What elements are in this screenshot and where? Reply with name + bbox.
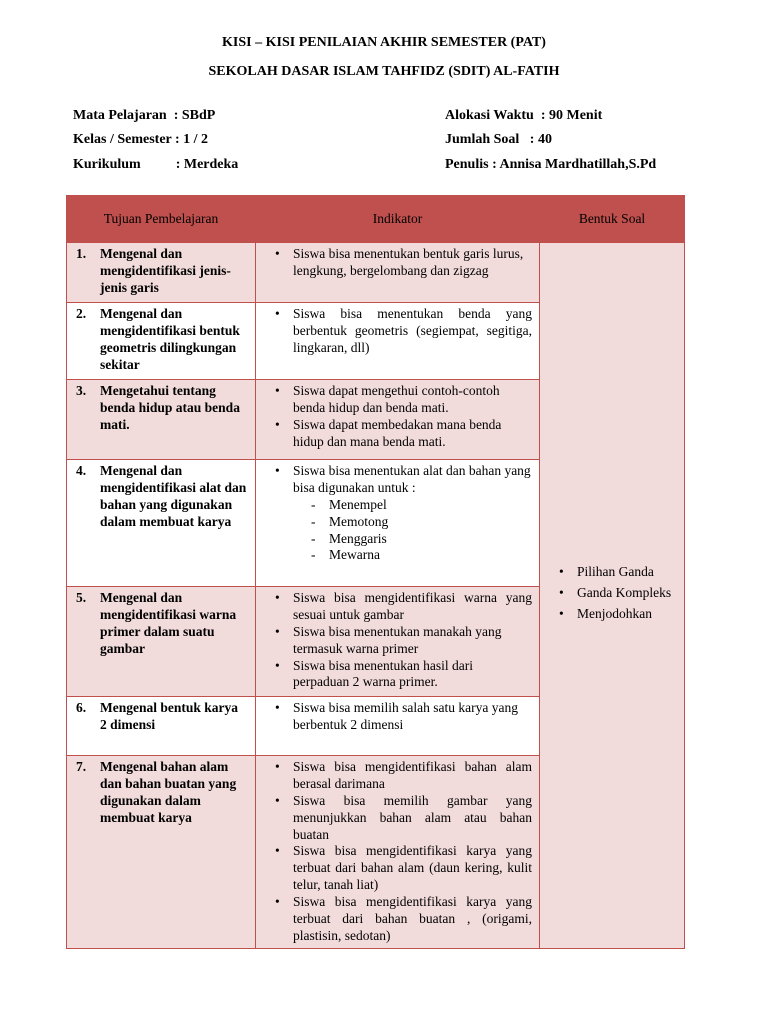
objective-cell	[67, 587, 256, 697]
indicator-cell	[256, 380, 540, 460]
table-header-row	[67, 196, 685, 243]
grid-table	[66, 195, 685, 949]
objective-cell	[67, 303, 256, 380]
indicator-item: • Siswa dapat membedakan mana benda hidup dan mana benda mati.	[275, 417, 532, 451]
header-question-form: Bentuk Soal	[540, 196, 685, 243]
question-form-item: • Pilihan Ganda	[555, 564, 677, 581]
indicator-cell	[256, 460, 540, 587]
indicator-item: • Siswa bisa mengidentifikasi warna yang sesuai untuk gambar	[275, 590, 532, 624]
tool-subitem: - Menggaris	[311, 531, 532, 548]
objective-text: Mengenal bahan alam dan bahan buatan yang digunakan dalam membuat karya	[100, 759, 237, 825]
objective-cell	[67, 756, 256, 949]
objective-number: 6.	[76, 700, 87, 715]
meta-subject: Mata Pelajaran : SBdP	[73, 108, 216, 123]
indicator-cell	[256, 243, 540, 303]
objective-number: 3.	[76, 383, 87, 398]
tool-subitem: - Memotong	[311, 514, 532, 531]
header-objective: Tujuan Pembelajaran	[67, 196, 256, 243]
meta-question-count: Jumlah Soal : 40	[445, 132, 552, 147]
indicator-cell	[256, 303, 540, 380]
question-form-item: • Menjodohkan	[555, 606, 677, 623]
objective-number: 2.	[76, 306, 87, 321]
indicator-text: Siswa bisa menentukan alat dan bahan yang bisa digunakan untuk :	[293, 463, 531, 495]
indicator-item: • Siswa bisa menentukan hasil dari perpaduan 2 warna primer.	[275, 658, 532, 692]
objective-text: Mengenal dan mengidentifikasi bentuk geometris dilingkungan sekitar	[100, 306, 240, 372]
objective-number: 7.	[76, 759, 87, 774]
question-form-item: • Ganda Kompleks	[555, 585, 677, 602]
indicator-item: • Siswa bisa mengidentifikasi bahan alam berasal darimana	[275, 759, 532, 793]
document-title: KISI – KISI PENILAIAN AKHIR SEMESTER (PAT)	[222, 35, 546, 50]
question-form-cell	[540, 243, 685, 949]
objective-cell	[67, 380, 256, 460]
indicator-item: • Siswa bisa menentukan bentuk garis lurus, lengkung, bergelombang dan zigzag	[275, 246, 532, 280]
objective-text: Mengenal dan mengidentifikasi alat dan bahan yang digunakan dalam membuat karya	[100, 463, 247, 529]
indicator-item: • Siswa bisa memilih salah satu karya yang berbentuk 2 dimensi	[275, 700, 532, 734]
meta-curriculum: Kurikulum : Merdeka	[73, 157, 239, 172]
tool-subitem: - Mewarna	[311, 547, 532, 564]
objective-text: Mengetahui tentang benda hidup atau benda mati.	[100, 383, 240, 432]
objective-number: 5.	[76, 590, 87, 605]
indicator-cell	[256, 587, 540, 697]
indicator-item: • Siswa bisa mengidentifikasi karya yang terbuat dari bahan alam (daun kering, kulit telur, tanah liat)	[275, 843, 532, 894]
objective-text: Mengenal dan mengidentifikasi jenis-jenis garis	[100, 246, 231, 295]
school-name: SEKOLAH DASAR ISLAM TAHFIDZ (SDIT) AL-FATIH	[208, 64, 560, 79]
header-indicator: Indikator	[256, 196, 540, 243]
meta-author: Penulis : Annisa Mardhatillah,S.Pd	[445, 157, 657, 172]
indicator-item: • Siswa bisa memilih gambar yang menunjukkan bahan alam atau bahan buatan	[275, 793, 532, 844]
indicator-cell	[256, 697, 540, 756]
objective-number: 1.	[76, 246, 87, 261]
meta-class-semester: Kelas / Semester : 1 / 2	[73, 132, 209, 147]
objective-cell	[67, 243, 256, 303]
indicator-item: • Siswa bisa menentukan benda yang berbentuk geometris (segiempat, segitiga, lingkaran, dll)	[275, 306, 532, 357]
meta-time-allocation: Alokasi Waktu : 90 Menit	[445, 108, 603, 123]
objective-cell	[67, 460, 256, 587]
indicator-item: • Siswa dapat mengethui contoh-contoh benda hidup dan benda mati.	[275, 383, 532, 417]
objective-cell	[67, 697, 256, 756]
indicator-item: • Siswa bisa mengidentifikasi karya yang terbuat dari bahan buatan , (origami, plastisin, sedotan)	[275, 894, 532, 945]
indicator-cell	[256, 756, 540, 949]
indicator-item: • Siswa bisa menentukan manakah yang termasuk warna primer	[275, 624, 532, 658]
tool-subitem: - Menempel	[311, 497, 532, 514]
objective-number: 4.	[76, 463, 87, 478]
objective-text: Mengenal bentuk karya 2 dimensi	[100, 700, 239, 732]
objective-text: Mengenal dan mengidentifikasi warna primer dalam suatu gambar	[100, 590, 237, 656]
indicator-item	[275, 463, 532, 564]
table-row	[67, 243, 685, 303]
